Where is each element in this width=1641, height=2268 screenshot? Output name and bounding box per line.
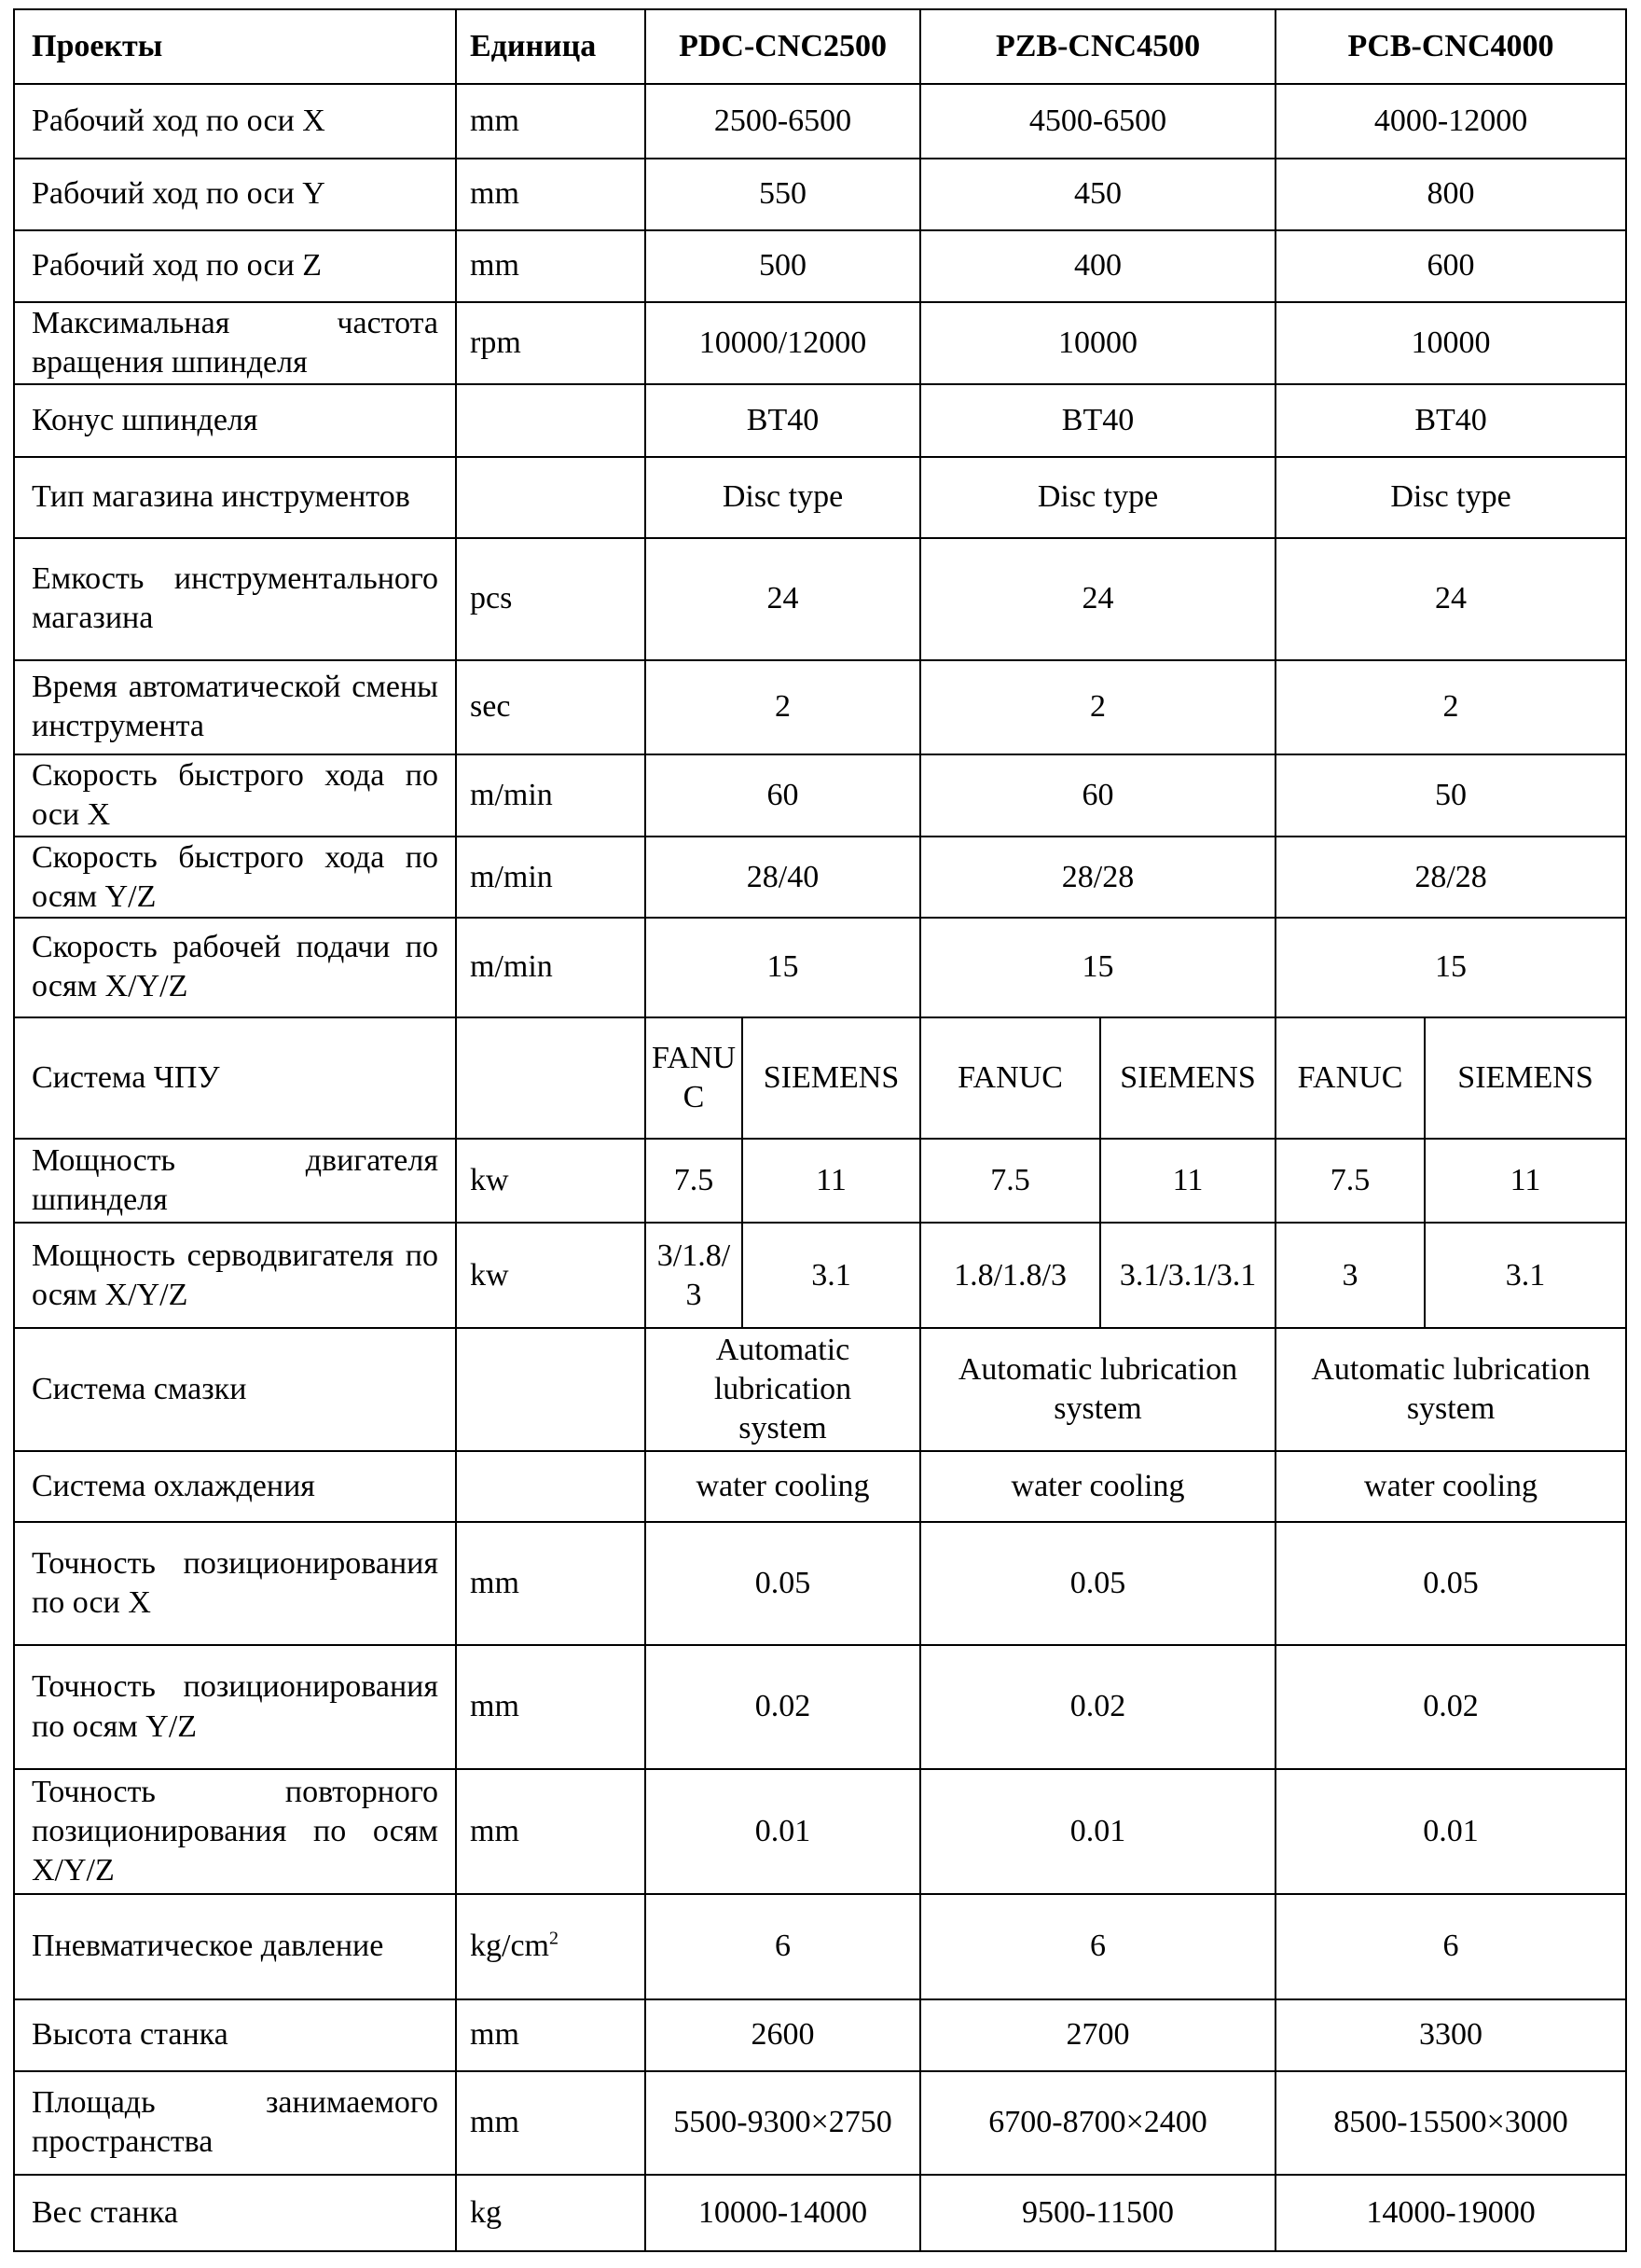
value-cell: 4500-6500 (920, 84, 1276, 158)
value-cell: 0.05 (645, 1522, 920, 1646)
value-cell: Automatic lubrication system (920, 1328, 1276, 1452)
value-cell: BT40 (920, 384, 1276, 457)
param-cell: Рабочий ход по оси X (14, 84, 456, 158)
value-cell: Disc type (920, 457, 1276, 538)
unit-cell: mm (456, 159, 645, 230)
param-cell: Конус шпинделя (14, 384, 456, 457)
value-cell: 3.1/3.1/3.1 (1100, 1223, 1276, 1327)
param-cell: Скорость быстрого хода по осям Y/Z (14, 837, 456, 918)
spindle-power-row (14, 1139, 1626, 1223)
table-row (14, 660, 1626, 754)
value-cell: 3 (1276, 1223, 1425, 1327)
value-cell: 60 (645, 754, 920, 837)
table-row (14, 1999, 1626, 2071)
value-cell: 0.01 (645, 1769, 920, 1895)
table-row (14, 230, 1626, 302)
param-cell: Скорость быстрого хода по оси X (14, 754, 456, 837)
value-cell: 15 (920, 918, 1276, 1016)
value-cell: Automatic lubrication system (645, 1328, 920, 1452)
param-cell: Рабочий ход по оси Y (14, 159, 456, 230)
table-row (14, 2175, 1626, 2252)
value-cell: 6700-8700×2400 (920, 2071, 1276, 2174)
header-model-2: PZB-CNC4500 (920, 9, 1276, 84)
table-row (14, 538, 1626, 660)
param-cell: Мощность двигателя шпинделя (14, 1139, 456, 1223)
value-cell: 24 (920, 538, 1276, 660)
param-cell: Скорость рабочей подачи по осям X/Y/Z (14, 918, 456, 1016)
unit-cell: sec (456, 660, 645, 754)
spec-table (13, 8, 1627, 2252)
unit-cell: mm (456, 230, 645, 302)
table-row (14, 1522, 1626, 1646)
unit-cell (456, 1328, 645, 1452)
param-cell: Система ЧПУ (14, 1017, 456, 1140)
param-cell: Система смазки (14, 1328, 456, 1452)
value-cell: 600 (1276, 230, 1626, 302)
unit-cell: m/min (456, 754, 645, 837)
param-cell: Вес станка (14, 2175, 456, 2252)
value-cell: 800 (1276, 159, 1626, 230)
table-row (14, 918, 1626, 1016)
value-cell: 2 (920, 660, 1276, 754)
param-cell: Точность повторного позиционирования по осям X/Y/Z (14, 1769, 456, 1895)
unit-cell: pcs (456, 538, 645, 660)
table-row (14, 1328, 1626, 1452)
value-cell: 60 (920, 754, 1276, 837)
value-cell: 24 (1276, 538, 1626, 660)
table-row (14, 302, 1626, 383)
unit-cell: mm (456, 1999, 645, 2071)
value-cell: 550 (645, 159, 920, 230)
value-cell: 2700 (920, 1999, 1276, 2071)
value-cell: Automatic lubrication system (1276, 1328, 1626, 1452)
value-cell: 28/28 (1276, 837, 1626, 918)
value-cell: 2600 (645, 1999, 920, 2071)
header-row (14, 9, 1626, 84)
value-cell: 7.5 (920, 1139, 1100, 1223)
value-cell: 15 (645, 918, 920, 1016)
unit-cell: mm (456, 84, 645, 158)
value-cell: water cooling (645, 1451, 920, 1521)
value-cell: 10000 (1276, 302, 1626, 383)
unit-cell: m/min (456, 837, 645, 918)
value-cell: 11 (742, 1139, 920, 1223)
table-row (14, 1451, 1626, 1521)
unit-text: kg/cm (470, 1929, 549, 1964)
value-cell: 5500-9300×2750 (645, 2071, 920, 2174)
cnc-row (14, 1017, 1626, 1140)
value-cell: 11 (1425, 1139, 1626, 1223)
pressure-row (14, 1894, 1626, 1998)
cnc-cell: FANUC (920, 1017, 1100, 1140)
value-cell: 14000-19000 (1276, 2175, 1626, 2252)
param-cell: Высота станка (14, 1999, 456, 2071)
param-cell: Площадь занимаемого пространства (14, 2071, 456, 2174)
unit-cell (456, 384, 645, 457)
unit-cell (456, 1017, 645, 1140)
unit-cell: mm (456, 1769, 645, 1895)
value-cell: 400 (920, 230, 1276, 302)
value-cell: 6 (1276, 1894, 1626, 1998)
header-model-1: PDC-CNC2500 (645, 9, 920, 84)
value-cell: 500 (645, 230, 920, 302)
unit-superscript: 2 (548, 1929, 558, 1950)
value-cell: 7.5 (1276, 1139, 1425, 1223)
param-cell: Точность позиционирования по оси X (14, 1522, 456, 1646)
unit-cell: mm (456, 1645, 645, 1769)
value-cell: 1.8/1.8/3 (920, 1223, 1100, 1327)
unit-cell (456, 1894, 645, 1998)
unit-cell: mm (456, 1522, 645, 1646)
value-cell: 28/40 (645, 837, 920, 918)
value-cell: 10000-14000 (645, 2175, 920, 2252)
cnc-cell: SIEMENS (1100, 1017, 1276, 1140)
value-cell: 11 (1100, 1139, 1276, 1223)
table-row (14, 384, 1626, 457)
cnc-cell: FANUC (1276, 1017, 1425, 1140)
value-cell: 24 (645, 538, 920, 660)
unit-cell: kg (456, 2175, 645, 2252)
value-cell: 0.02 (645, 1645, 920, 1769)
value-cell: 2 (645, 660, 920, 754)
param-cell: Максимальная частота вращения шпинделя (14, 302, 456, 383)
unit-cell: kw (456, 1223, 645, 1327)
value-cell: 3.1 (1425, 1223, 1626, 1327)
value-cell: 50 (1276, 754, 1626, 837)
value-cell: 0.05 (1276, 1522, 1626, 1646)
value-cell: 3/1.8/3 (645, 1223, 742, 1327)
value-cell: 3300 (1276, 1999, 1626, 2071)
value-cell: BT40 (1276, 384, 1626, 457)
value-cell: water cooling (920, 1451, 1276, 1521)
value-cell: Disc type (1276, 457, 1626, 538)
unit-cell (456, 1451, 645, 1521)
value-cell: water cooling (1276, 1451, 1626, 1521)
value-cell: 9500-11500 (920, 2175, 1276, 2252)
value-cell: 2500-6500 (645, 84, 920, 158)
table-row (14, 837, 1626, 918)
table-row (14, 457, 1626, 538)
param-cell: Пневматическое давление (14, 1894, 456, 1998)
value-cell: 0.05 (920, 1522, 1276, 1646)
header-unit: Единица (456, 9, 645, 84)
value-cell: 4000-12000 (1276, 84, 1626, 158)
unit-cell: m/min (456, 918, 645, 1016)
param-cell: Тип магазина инструментов (14, 457, 456, 538)
unit-cell: kw (456, 1139, 645, 1223)
cnc-cell: SIEMENS (1425, 1017, 1626, 1140)
value-cell: 0.01 (920, 1769, 1276, 1895)
param-cell: Время автоматической смены инструмента (14, 660, 456, 754)
value-cell: 0.01 (1276, 1769, 1626, 1895)
param-cell: Точность позиционирования по осям Y/Z (14, 1645, 456, 1769)
header-param: Проекты (14, 9, 456, 84)
table-row (14, 84, 1626, 158)
unit-cell: mm (456, 2071, 645, 2174)
servo-power-row (14, 1223, 1626, 1327)
value-cell: 7.5 (645, 1139, 742, 1223)
value-cell: Disc type (645, 457, 920, 538)
param-cell: Рабочий ход по оси Z (14, 230, 456, 302)
unit-cell (456, 457, 645, 538)
value-cell: 0.02 (1276, 1645, 1626, 1769)
param-cell: Система охлаждения (14, 1451, 456, 1521)
value-cell: 8500-15500×3000 (1276, 2071, 1626, 2174)
cnc-cell: FANUC (645, 1017, 742, 1140)
value-cell: 0.02 (920, 1645, 1276, 1769)
value-cell: 6 (920, 1894, 1276, 1998)
table-row (14, 754, 1626, 837)
value-cell: 10000 (920, 302, 1276, 383)
unit-cell: rpm (456, 302, 645, 383)
value-cell: 28/28 (920, 837, 1276, 918)
value-cell: 450 (920, 159, 1276, 230)
table-row (14, 2071, 1626, 2174)
param-cell: Мощность серводвигателя по осям X/Y/Z (14, 1223, 456, 1327)
table-row (14, 1645, 1626, 1769)
param-cell: Емкость инструментального магазина (14, 538, 456, 660)
value-cell: 3.1 (742, 1223, 920, 1327)
value-cell: 10000/12000 (645, 302, 920, 383)
value-cell: 6 (645, 1894, 920, 1998)
cnc-cell: SIEMENS (742, 1017, 920, 1140)
value-cell: 2 (1276, 660, 1626, 754)
header-model-3: PCB-CNC4000 (1276, 9, 1626, 84)
table-row (14, 1769, 1626, 1895)
table-row (14, 159, 1626, 230)
value-cell: 15 (1276, 918, 1626, 1016)
value-cell: BT40 (645, 384, 920, 457)
